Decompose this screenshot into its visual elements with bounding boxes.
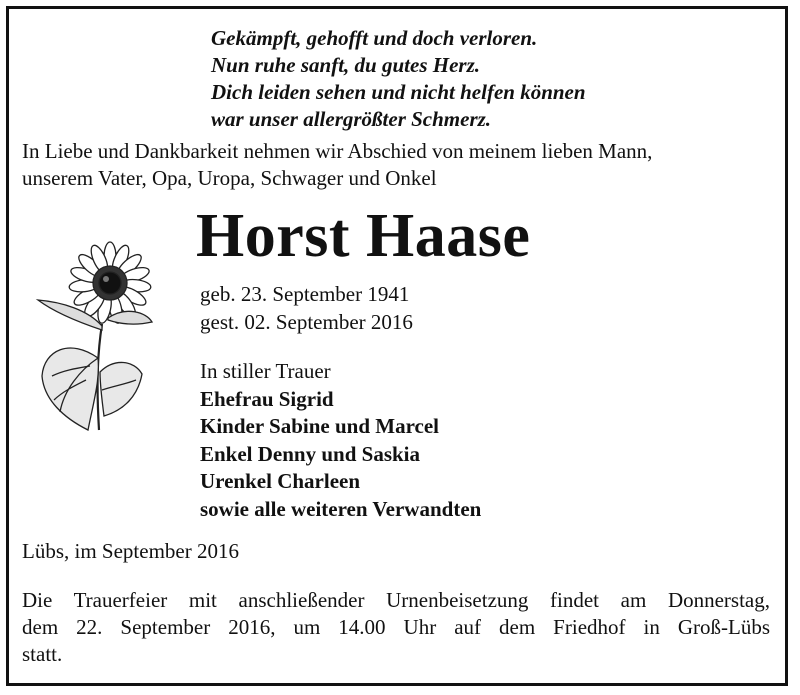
mourners-list xyxy=(200,358,481,523)
poem-line: Gekämpft, gehofft und doch verloren. xyxy=(211,26,538,50)
mourner-entry: Kinder Sabine und Marcel xyxy=(200,414,440,438)
place-date: Lübs, im September 2016 xyxy=(22,539,239,563)
sunflower-icon xyxy=(30,240,180,435)
mourner-entry: Enkel Denny und Saskia xyxy=(200,441,421,466)
funeral-line: dem 22. September 2016, um 14.00 Uhr auf dem Friedhof in Groß-Lübs xyxy=(22,615,770,639)
poem xyxy=(211,25,586,133)
intro-line: unserem Vater, Opa, Uropa, Schwager und Onkel xyxy=(22,166,437,190)
poem-line: Nun ruhe sanft, du gutes Herz. xyxy=(211,53,480,77)
mourner-entry: Ehefrau Sigrid xyxy=(200,386,334,411)
deceased-name: Horst Haase xyxy=(196,202,531,270)
death-date: gest. 02. September 2016 xyxy=(200,310,413,334)
mourners-heading: In stiller Trauer xyxy=(200,359,331,383)
intro-text xyxy=(22,138,762,192)
mourner-entry: sowie alle weiteren Verwandten xyxy=(200,496,482,521)
funeral-line: statt. xyxy=(22,642,63,666)
mourner-entry: Urenkel Charleen xyxy=(200,469,361,493)
intro-line: In Liebe und Dankbarkeit nehmen wir Abschied von meinem lieben Mann, xyxy=(22,139,653,163)
poem-line: Dich leiden sehen und nicht helfen können xyxy=(211,80,586,104)
life-dates xyxy=(200,280,413,336)
poem-line: war unser allergrößter Schmerz. xyxy=(211,107,492,131)
birth-date: geb. 23. September 1941 xyxy=(200,282,410,306)
funeral-notice xyxy=(22,587,770,668)
funeral-line: Die Trauerfeier mit anschließender Urnenbeisetzung findet am Donnerstag, xyxy=(22,588,770,612)
